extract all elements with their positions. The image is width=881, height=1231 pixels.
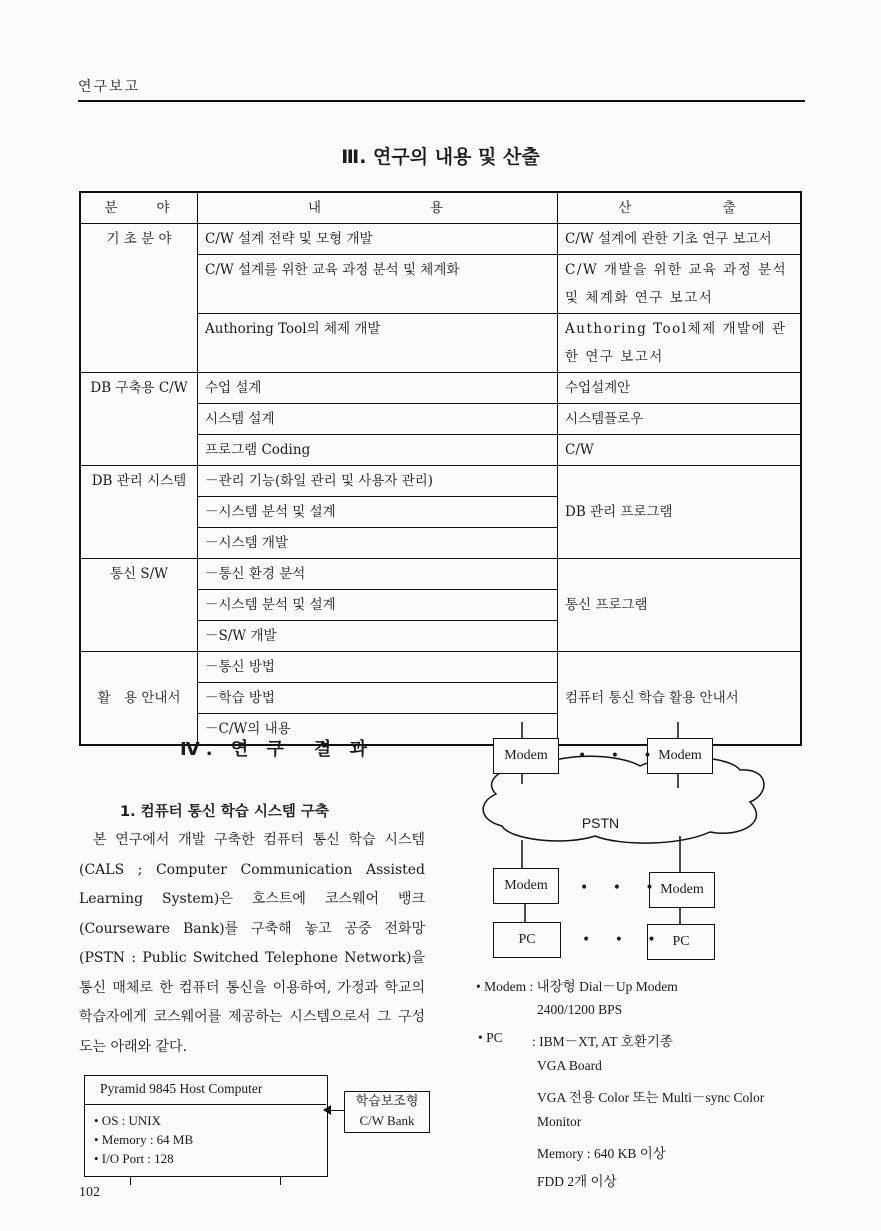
- content-cell: －관리 기능(화일 관리 및 사용자 관리): [198, 466, 558, 497]
- content-cell: 프로그램 Coding: [198, 435, 558, 466]
- content-cell: －C/W의 내용: [198, 714, 558, 746]
- modem-box-top-left: Modem: [493, 738, 559, 774]
- cw-bank-box: [344, 1091, 430, 1133]
- output-cell: 시스템플로우: [558, 404, 802, 435]
- legend-modem-speed: 2400/1200 BPS: [537, 1002, 623, 1017]
- pstn-label: PSTN: [581, 815, 620, 831]
- host-os: • OS : UNIX: [94, 1113, 162, 1128]
- arrow-head-icon: [323, 1105, 331, 1115]
- host-divider: [84, 1104, 326, 1105]
- cw-bank-label-2: C/W Bank: [359, 1113, 415, 1128]
- legend-pc-line: VGA 전용 Color 또는 Multi－sync Color: [537, 1090, 765, 1105]
- content-cell: C/W 설계 전략 및 모형 개발: [198, 224, 558, 255]
- legend-pc-line: Monitor: [537, 1114, 582, 1129]
- cw-bank-label-1: 학습보조형: [355, 1094, 419, 1109]
- category-cell: DB 관리 시스템: [80, 466, 198, 559]
- content-cell: －학습 방법: [198, 683, 558, 714]
- ellipsis-top: • • •: [578, 748, 662, 764]
- content-cell: C/W 설계를 위한 교육 과정 분석 및 체계화: [198, 255, 558, 314]
- output-cell: C/W 개발을 위한 교육 과정 분석 및 체계화 연구 보고서: [558, 255, 802, 314]
- output-cell: 통신 프로그램: [558, 559, 802, 652]
- content-cell: －S/W 개발: [198, 621, 558, 652]
- header-rule: [78, 100, 805, 102]
- content-cell: －시스템 개발: [198, 528, 558, 559]
- content-cell: －통신 환경 분석: [198, 559, 558, 590]
- header-content: 내 용: [198, 192, 558, 224]
- pc-box-right: PC: [647, 924, 715, 960]
- header-output: 산 출: [558, 192, 802, 224]
- table-row: [80, 224, 801, 255]
- legend-modem: • Modem : 내장형 Dial－Up Modem: [476, 979, 678, 994]
- legend-pc-label: • PC: [478, 1030, 503, 1045]
- content-cell: Authoring Tool의 체제 개발: [198, 314, 558, 373]
- table-row: [80, 559, 801, 590]
- category-cell: 통신 S/W: [80, 559, 198, 652]
- output-cell: C/W: [558, 435, 802, 466]
- category-cell: DB 구축용 C/W: [80, 373, 198, 466]
- table-row: [80, 652, 801, 683]
- output-cell: 컴퓨터 통신 학습 활용 안내서: [558, 652, 802, 746]
- table-row: [80, 373, 801, 404]
- content-cell: －통신 방법: [198, 652, 558, 683]
- research-content-table: [79, 191, 802, 746]
- modem-box-top-right: Modem: [647, 738, 713, 774]
- output-cell: Authoring Tool체제 개발에 관한 연구 보고서: [558, 314, 802, 373]
- legend-pc-line: : IBM－XT, AT 호환기종: [532, 1034, 673, 1049]
- host-leg-right: [280, 1177, 281, 1185]
- content-cell: 시스템 설계: [198, 404, 558, 435]
- ellipsis-middle: • • •: [580, 880, 664, 896]
- body-paragraph: 본 연구에서 개발 구축한 컴퓨터 통신 학습 시스템(CALS ; Computer Communication Assisted Learning System)은 호스트에 코스웨어 뱅크(Courseware Bank)를 구축해 놓고 공중 전화망(PSTN : Public Switched Telephone Network)을 통신 매체로 한 컴퓨터 통신을 이용하여, 가정과 학교의 학습자에게 코스웨어를 제공하는 시스템으로서 그 구성도는 아래와 같다.: [79, 832, 425, 1055]
- header-field: 분 야: [80, 192, 198, 224]
- content-cell: －시스템 분석 및 설계: [198, 497, 558, 528]
- category-cell: 활 용 안내서: [80, 652, 198, 746]
- host-memory: • Memory : 64 MB: [94, 1132, 194, 1147]
- modem-box-bottom-right: Modem: [649, 872, 715, 908]
- output-cell: DB 관리 프로그램: [558, 466, 802, 559]
- section-3-title: Ⅲ. 연구의 내용 및 산출: [341, 146, 540, 168]
- content-cell: 수업 설계: [198, 373, 558, 404]
- table-header-row: [80, 192, 801, 224]
- running-head: 연구보고: [78, 79, 141, 95]
- legend-pc-line: VGA Board: [537, 1058, 602, 1073]
- ellipsis-bottom: • • •: [582, 932, 666, 948]
- legend-pc-line: Memory : 640 KB 이상: [537, 1146, 666, 1161]
- content-cell: －시스템 분석 및 설계: [198, 590, 558, 621]
- table-row: [80, 466, 801, 497]
- page-number: 102: [79, 1185, 100, 1200]
- host-io-port: • I/O Port : 128: [94, 1151, 174, 1166]
- section-4-title: Ⅳ. 연 구 결 과: [180, 739, 373, 760]
- legend-pc-line: FDD 2개 이상: [537, 1174, 617, 1189]
- host-leg-left: [130, 1177, 131, 1185]
- subsection-title: 1. 컴퓨터 통신 학습 시스템 구축: [120, 804, 329, 820]
- host-title: Pyramid 9845 Host Computer: [100, 1081, 263, 1096]
- output-cell: 수업설계안: [558, 373, 802, 404]
- modem-box-bottom-left: Modem: [493, 868, 559, 904]
- pc-box-left: PC: [493, 922, 561, 958]
- category-cell: 기 초 분 야: [80, 224, 198, 373]
- output-cell: C/W 설계에 관한 기초 연구 보고서: [558, 224, 802, 255]
